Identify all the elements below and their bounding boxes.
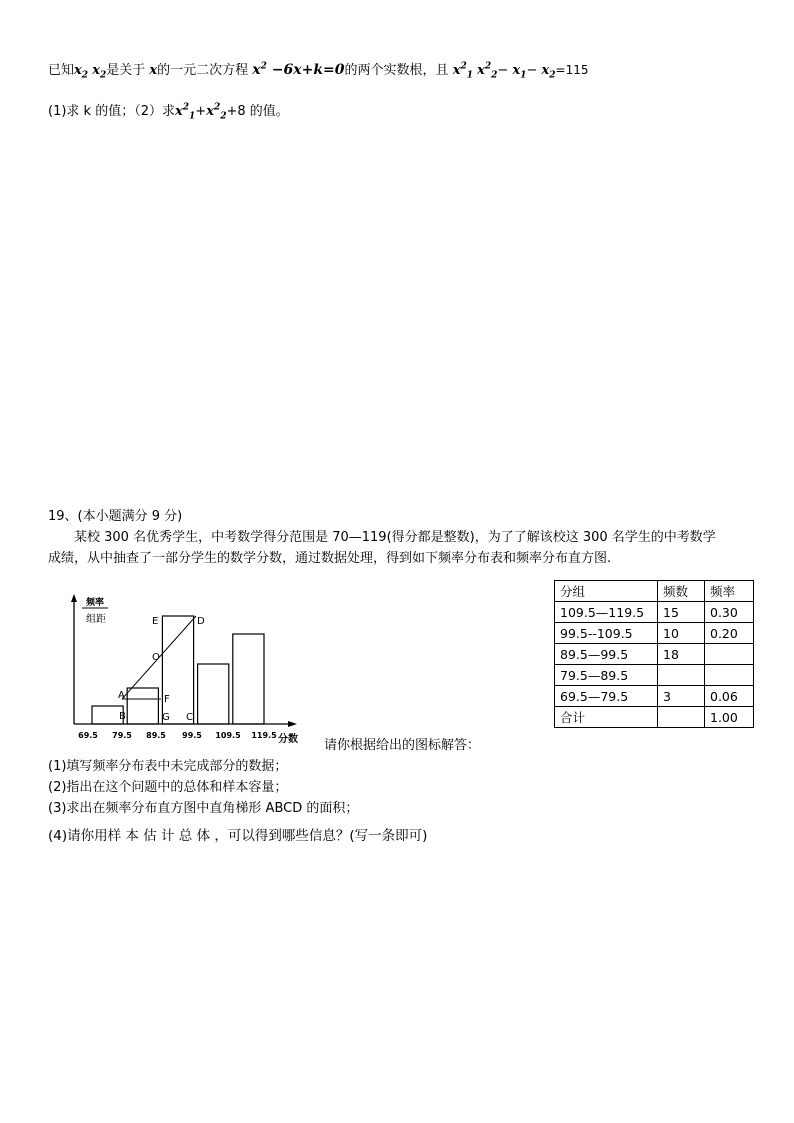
table-cell — [705, 665, 754, 686]
math-x2-squared: $x^2_2$ — [477, 61, 498, 81]
q19-prompt: 请你根据给出的图标解答： — [324, 738, 481, 753]
table-cell: 99.5--109.5 — [555, 623, 658, 644]
q19-question-1: (1)填写频率分布表中未完成部分的数据； — [48, 759, 288, 774]
table-cell: 10 — [658, 623, 705, 644]
table-header-cell: 频数 — [658, 581, 705, 602]
math-equals-115: =115 — [555, 63, 589, 77]
table-row — [555, 602, 754, 623]
y-axis-arrow — [71, 594, 77, 602]
point-label-o: O — [152, 652, 160, 663]
table-row — [555, 665, 754, 686]
q19-paragraph-line1: 某校 300 名优秀学生，中考数学得分范围是 70—119(得分都是整数)，为了了解该校这 300 名学生的中考数学 — [74, 530, 716, 545]
q18-text-c: 的一元二次方程 — [157, 63, 249, 78]
table-cell: 15 — [658, 602, 705, 623]
table-cell: 0.20 — [705, 623, 754, 644]
point-label-d: D — [197, 616, 205, 627]
y-label-top: 频率 — [86, 598, 105, 608]
q19-header: 19、(本小题满分 9 分) — [48, 509, 183, 524]
table-row — [555, 623, 754, 644]
table-cell: 0.06 — [705, 686, 754, 707]
x-axis-label: 分数 — [278, 734, 298, 745]
histogram-tick-labels — [78, 731, 277, 740]
table-header-cell: 分组 — [555, 581, 658, 602]
histogram-bar — [162, 616, 193, 724]
x-tick-label: 99.5 — [182, 731, 202, 740]
histogram-bar — [233, 634, 264, 724]
x-tick-label: 69.5 — [78, 731, 98, 740]
math-plus: + — [195, 104, 207, 119]
y-label-bottom: 组距 — [86, 614, 106, 625]
table-cell: 0.30 — [705, 602, 754, 623]
math-x2: $x_2$ — [92, 63, 107, 81]
trapezoid-abcd — [118, 616, 205, 723]
math-var-x: x — [149, 63, 158, 78]
x-axis-arrow — [288, 721, 297, 727]
table-cell: 109.5—119.5 — [555, 602, 658, 623]
math-minus: − — [497, 63, 513, 78]
table-cell: 1.00 — [705, 707, 754, 728]
math-x1-squared: $x^2_1$ — [452, 61, 473, 81]
x-tick-label: 79.5 — [112, 731, 132, 740]
histogram-bar — [127, 688, 158, 724]
frequency-table — [554, 580, 754, 728]
math-x1: $x_1$ — [512, 63, 527, 81]
table-row — [555, 686, 754, 707]
x-tick-label: 119.5 — [251, 731, 277, 740]
point-label-g: G — [162, 712, 170, 723]
math-equation: $x^2 -6x+k=0$ — [252, 61, 345, 78]
q18-text-a: 已知 — [48, 63, 75, 78]
frequency-histogram — [62, 592, 312, 752]
point-label-c: C — [186, 712, 193, 723]
point-label-a: A — [118, 690, 125, 701]
point-label-e: E — [152, 616, 159, 627]
x-tick-label: 109.5 — [215, 731, 241, 740]
table-cell: 3 — [658, 686, 705, 707]
table-cell: 合计 — [555, 707, 658, 728]
table-header-row — [555, 581, 754, 602]
table-cell: 89.5—99.5 — [555, 644, 658, 665]
table-header-cell: 频率 — [705, 581, 754, 602]
q18-line1 — [48, 61, 589, 80]
table-cell: 18 — [658, 644, 705, 665]
histogram-bar — [198, 664, 229, 724]
table-cell — [705, 644, 754, 665]
q19-question-4: (4)请你用样 本 估 计 总 体 ，可以得到哪些信息？(写一条即可) — [48, 828, 428, 844]
q18-subquestions-end: +8 的值。 — [226, 104, 289, 119]
table-cell: 69.5—79.5 — [555, 686, 658, 707]
math-x2: $x_2$ — [541, 63, 556, 81]
q19-question-2: (2)指出在这个问题中的总体和样本容量； — [48, 780, 288, 795]
table-cell — [658, 665, 705, 686]
x-tick-label: 89.5 — [146, 731, 166, 740]
table-cell: 79.5—89.5 — [555, 665, 658, 686]
math-x1-squared: $x^2_1$ — [174, 102, 196, 122]
point-label-b: B — [119, 711, 126, 722]
table-cell — [658, 707, 705, 728]
q18-text-b: 是关于 — [106, 63, 146, 78]
q18-text-d: 的两个实数根，且 — [344, 63, 449, 78]
math-x2-squared: $x^2_2$ — [206, 102, 227, 122]
table-row — [555, 707, 754, 728]
histogram-bars — [92, 616, 264, 724]
q19-question-3: (3)求出在频率分布直方图中直角梯形 ABCD 的面积； — [48, 801, 359, 816]
q18-line2 — [48, 103, 289, 121]
q18-subquestions: (1)求 k 的值；（2）求 — [48, 104, 175, 119]
table-row — [555, 644, 754, 665]
math-x2: $x_2$ — [74, 63, 89, 81]
point-label-f: F — [164, 694, 170, 705]
math-minus: − — [526, 63, 542, 78]
q19-paragraph-line2: 成绩，从中抽查了一部分学生的数学分数，通过数据处理，得到如下频率分布表和频率分布直方图. — [48, 551, 612, 566]
